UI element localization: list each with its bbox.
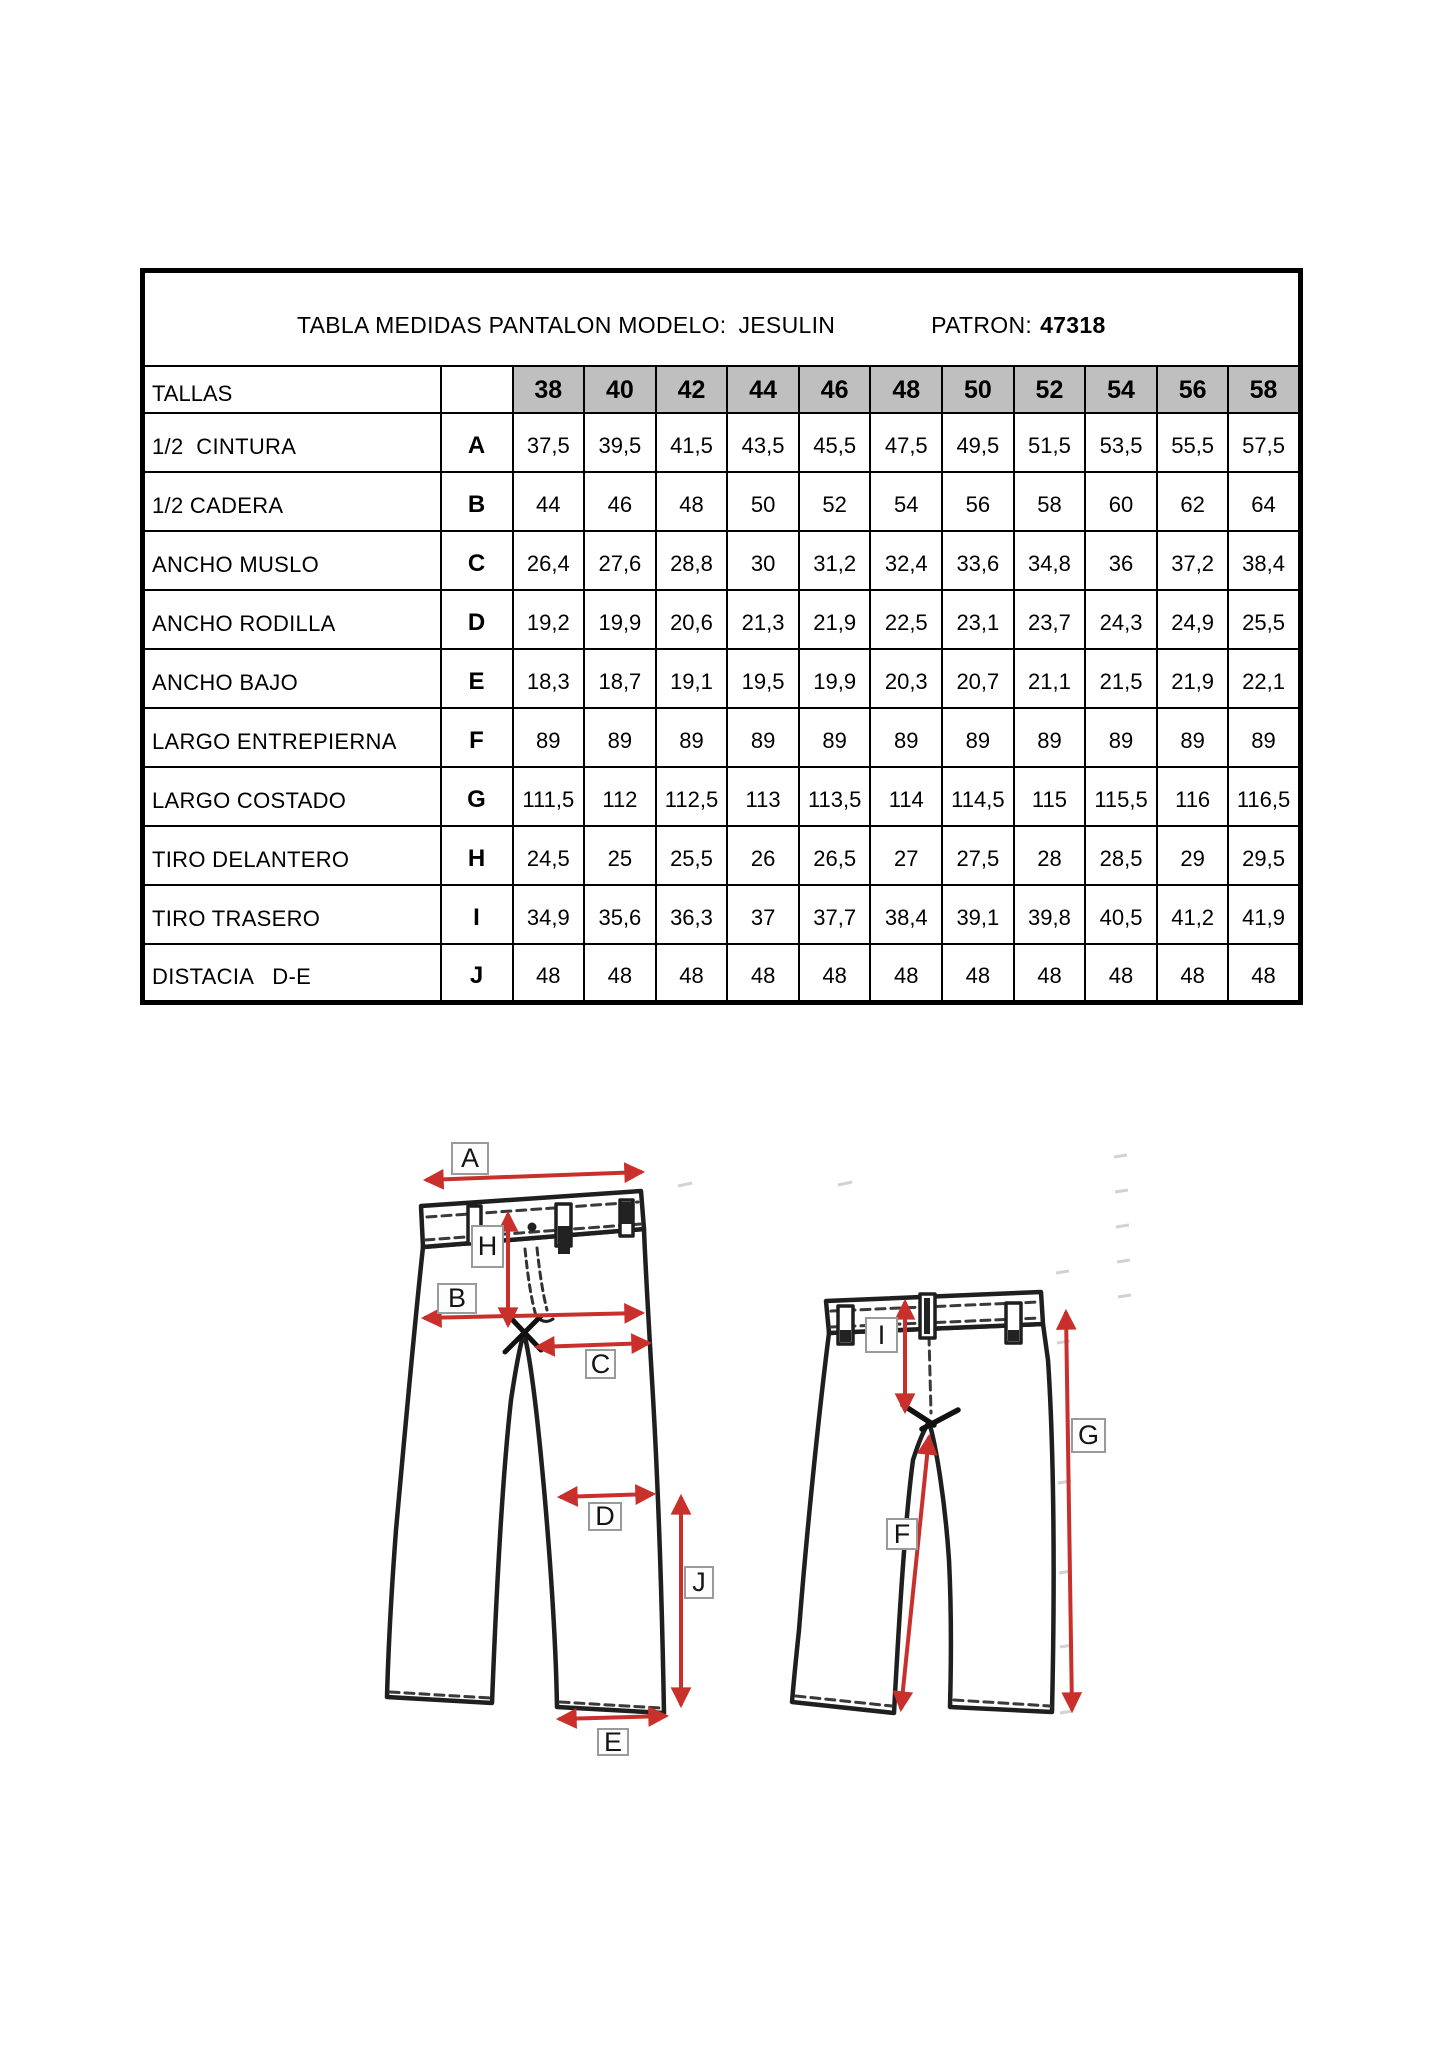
row-letter: D [441, 590, 513, 649]
value-cell: 37,7 [799, 885, 871, 944]
size-header: 58 [1228, 366, 1300, 413]
value-cell: 47,5 [870, 413, 942, 472]
value-cell: 52 [799, 472, 871, 531]
value-cell: 56 [942, 472, 1014, 531]
measure-label-G: G [1071, 1418, 1106, 1453]
value-cell: 89 [656, 708, 728, 767]
value-cell: 48 [1014, 944, 1086, 1003]
row-letter: H [441, 826, 513, 885]
value-cell: 48 [584, 944, 656, 1003]
sizes-header-label: TALLAS [143, 366, 441, 413]
value-cell: 27 [870, 826, 942, 885]
value-cell: 19,1 [656, 649, 728, 708]
value-cell: 43,5 [727, 413, 799, 472]
value-cell: 27,5 [942, 826, 1014, 885]
value-cell: 48 [870, 944, 942, 1003]
value-cell: 48 [1085, 944, 1157, 1003]
value-cell: 29 [1157, 826, 1229, 885]
value-cell: 31,2 [799, 531, 871, 590]
value-cell: 19,9 [584, 590, 656, 649]
value-cell: 111,5 [513, 767, 585, 826]
measure-label-E: E [597, 1728, 629, 1756]
value-cell: 116 [1157, 767, 1229, 826]
value-cell: 34,8 [1014, 531, 1086, 590]
measure-label-D: D [588, 1502, 622, 1531]
measure-label-C: C [585, 1349, 616, 1379]
value-cell: 28 [1014, 826, 1086, 885]
value-cell: 25,5 [656, 826, 728, 885]
size-header: 40 [584, 366, 656, 413]
row-letter: G [441, 767, 513, 826]
value-cell: 112 [584, 767, 656, 826]
value-cell: 48 [727, 944, 799, 1003]
value-cell: 38,4 [1228, 531, 1300, 590]
value-cell: 48 [656, 944, 728, 1003]
value-cell: 23,1 [942, 590, 1014, 649]
row-letter: I [441, 885, 513, 944]
value-cell: 33,6 [942, 531, 1014, 590]
size-header: 38 [513, 366, 585, 413]
value-cell: 38,4 [870, 885, 942, 944]
patron-value: 47318 [1040, 312, 1106, 339]
value-cell: 112,5 [656, 767, 728, 826]
value-cell: 64 [1228, 472, 1300, 531]
row-label: DISTACIA D-E [143, 944, 441, 1003]
value-cell: 25,5 [1228, 590, 1300, 649]
measure-label-F: F [886, 1518, 918, 1550]
value-cell: 34,9 [513, 885, 585, 944]
value-cell: 36 [1085, 531, 1157, 590]
value-cell: 41,5 [656, 413, 728, 472]
value-cell: 22,5 [870, 590, 942, 649]
row-label: 1/2 CINTURA [143, 413, 441, 472]
arrow-G [1066, 1312, 1072, 1710]
value-cell: 44 [513, 472, 585, 531]
value-cell: 89 [584, 708, 656, 767]
value-cell: 20,6 [656, 590, 728, 649]
measure-label-B: B [437, 1283, 477, 1314]
row-letter: A [441, 413, 513, 472]
row-label: TIRO TRASERO [143, 885, 441, 944]
value-cell: 37,2 [1157, 531, 1229, 590]
value-cell: 114 [870, 767, 942, 826]
row-label: ANCHO RODILLA [143, 590, 441, 649]
value-cell: 48 [1228, 944, 1300, 1003]
value-cell: 26,4 [513, 531, 585, 590]
value-cell: 89 [799, 708, 871, 767]
value-cell: 36,3 [656, 885, 728, 944]
table-title: TABLA MEDIDAS PANTALON MODELO: [297, 312, 727, 339]
value-cell: 50 [727, 472, 799, 531]
value-cell: 24,3 [1085, 590, 1157, 649]
value-cell: 32,4 [870, 531, 942, 590]
value-cell: 89 [870, 708, 942, 767]
value-cell: 37,5 [513, 413, 585, 472]
value-cell: 40,5 [1085, 885, 1157, 944]
measure-label-A: A [451, 1142, 489, 1175]
value-cell: 25 [584, 826, 656, 885]
value-cell: 55,5 [1157, 413, 1229, 472]
value-cell: 19,9 [799, 649, 871, 708]
value-cell: 28,8 [656, 531, 728, 590]
value-cell: 114,5 [942, 767, 1014, 826]
value-cell: 23,7 [1014, 590, 1086, 649]
size-header: 52 [1014, 366, 1086, 413]
arrow-E [559, 1716, 666, 1719]
value-cell: 46 [584, 472, 656, 531]
row-label: 1/2 CADERA [143, 472, 441, 531]
value-cell: 89 [1228, 708, 1300, 767]
row-letter: F [441, 708, 513, 767]
value-cell: 21,9 [799, 590, 871, 649]
value-cell: 21,5 [1085, 649, 1157, 708]
value-cell: 58 [1014, 472, 1086, 531]
value-cell: 89 [1014, 708, 1086, 767]
value-cell: 115 [1014, 767, 1086, 826]
value-cell: 39,5 [584, 413, 656, 472]
row-letter: B [441, 472, 513, 531]
pants-front-drawing [387, 1191, 664, 1713]
value-cell: 48 [656, 472, 728, 531]
size-header: 46 [799, 366, 871, 413]
value-cell: 115,5 [1085, 767, 1157, 826]
size-header: 48 [870, 366, 942, 413]
row-letter: C [441, 531, 513, 590]
value-cell: 57,5 [1228, 413, 1300, 472]
value-cell: 19,5 [727, 649, 799, 708]
value-cell: 116,5 [1228, 767, 1300, 826]
measure-label-J: J [684, 1566, 714, 1599]
value-cell: 22,1 [1228, 649, 1300, 708]
value-cell: 48 [799, 944, 871, 1003]
row-letter: J [441, 944, 513, 1003]
value-cell: 89 [727, 708, 799, 767]
size-header: 50 [942, 366, 1014, 413]
size-header: 42 [656, 366, 728, 413]
value-cell: 54 [870, 472, 942, 531]
size-header: 54 [1085, 366, 1157, 413]
value-cell: 28,5 [1085, 826, 1157, 885]
value-cell: 20,7 [942, 649, 1014, 708]
row-label: LARGO COSTADO [143, 767, 441, 826]
value-cell: 29,5 [1228, 826, 1300, 885]
waist-button [528, 1223, 537, 1232]
value-cell: 89 [1157, 708, 1229, 767]
value-cell: 113,5 [799, 767, 871, 826]
value-cell: 18,3 [513, 649, 585, 708]
size-header: 44 [727, 366, 799, 413]
value-cell: 62 [1157, 472, 1229, 531]
value-cell: 60 [1085, 472, 1157, 531]
value-cell: 49,5 [942, 413, 1014, 472]
row-letter: E [441, 649, 513, 708]
value-cell: 89 [1085, 708, 1157, 767]
row-label: ANCHO MUSLO [143, 531, 441, 590]
value-cell: 26 [727, 826, 799, 885]
value-cell: 19,2 [513, 590, 585, 649]
value-cell: 35,6 [584, 885, 656, 944]
patron-label: PATRON: [931, 312, 1033, 339]
value-cell: 24,5 [513, 826, 585, 885]
value-cell: 24,9 [1157, 590, 1229, 649]
value-cell: 21,3 [727, 590, 799, 649]
value-cell: 27,6 [584, 531, 656, 590]
value-cell: 21,1 [1014, 649, 1086, 708]
size-header: 56 [1157, 366, 1229, 413]
value-cell: 45,5 [799, 413, 871, 472]
measure-label-I: I [865, 1317, 898, 1353]
value-cell: 89 [513, 708, 585, 767]
value-cell: 89 [942, 708, 1014, 767]
value-cell: 51,5 [1014, 413, 1086, 472]
value-cell: 21,9 [1157, 649, 1229, 708]
value-cell: 18,7 [584, 649, 656, 708]
value-cell: 41,9 [1228, 885, 1300, 944]
value-cell: 39,8 [1014, 885, 1086, 944]
value-cell: 53,5 [1085, 413, 1157, 472]
value-cell: 39,1 [942, 885, 1014, 944]
row-label: TIRO DELANTERO [143, 826, 441, 885]
value-cell: 37 [727, 885, 799, 944]
value-cell: 113 [727, 767, 799, 826]
value-cell: 26,5 [799, 826, 871, 885]
value-cell: 48 [1157, 944, 1229, 1003]
value-cell: 48 [942, 944, 1014, 1003]
value-cell: 48 [513, 944, 585, 1003]
model-name: JESULIN [738, 312, 836, 339]
value-cell: 41,2 [1157, 885, 1229, 944]
measure-label-H: H [471, 1225, 504, 1268]
value-cell: 30 [727, 531, 799, 590]
value-cell: 20,3 [870, 649, 942, 708]
row-label: ANCHO BAJO [143, 649, 441, 708]
row-label: LARGO ENTREPIERNA [143, 708, 441, 767]
